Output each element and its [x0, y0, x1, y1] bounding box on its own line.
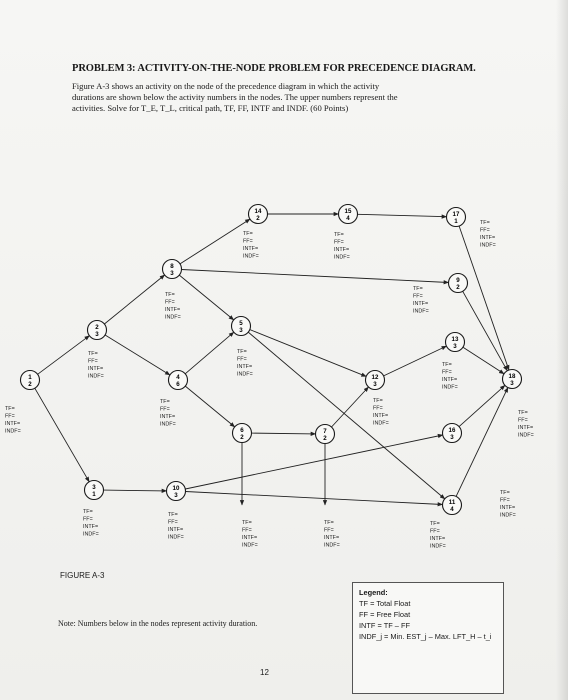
float-label-ff: FF=: [242, 527, 252, 534]
float-label-ff: FF=: [334, 239, 344, 246]
node-duration: 2: [323, 435, 327, 442]
intro-line: Figure A-3 shows an activity on the node of the precedence diagram in which the activity: [72, 81, 380, 91]
node-duration: 4: [346, 215, 350, 222]
float-label-intf: INTF=: [413, 301, 429, 307]
float-label-ff: FF=: [480, 227, 490, 234]
float-labels-16: [518, 410, 534, 439]
activity-node-14: [249, 205, 268, 224]
float-label-tf: TF=: [442, 362, 452, 368]
edge-8-14: [180, 219, 250, 264]
activity-node-15: [339, 205, 358, 224]
float-label-tf: TF=: [165, 292, 175, 298]
float-label-ff: FF=: [442, 369, 452, 376]
float-label-ff: FF=: [83, 516, 93, 523]
float-label-indf: INDF=: [243, 253, 259, 260]
node-duration: 1: [454, 218, 458, 225]
duration-note: Note: Numbers below in the nodes represent activity duration.: [58, 619, 258, 628]
node-duration: 3: [174, 492, 178, 499]
node-duration: 4: [450, 506, 454, 513]
node-activity-number: 18: [508, 372, 516, 380]
float-label-ff: FF=: [324, 527, 334, 534]
edge-9-18: [463, 291, 508, 370]
float-label-indf: INDF=: [237, 371, 253, 378]
float-label-tf: TF=: [373, 398, 383, 404]
float-label-tf: TF=: [83, 509, 93, 515]
float-label-indf: INDF=: [168, 534, 184, 541]
node-duration: 3: [239, 327, 243, 334]
float-label-indf: INDF=: [324, 542, 340, 549]
float-label-tf: TF=: [88, 351, 98, 357]
float-label-intf: INTF=: [83, 524, 99, 530]
float-label-indf: INDF=: [373, 420, 389, 427]
edge-3-10: [104, 490, 167, 491]
legend-box: [352, 582, 504, 694]
edge-16-18: [459, 385, 505, 426]
legend-title: Legend:: [359, 588, 388, 597]
node-duration: 6: [176, 381, 180, 388]
edge-11-18: [456, 388, 508, 497]
node-duration: 3: [170, 270, 174, 277]
edge-2-8: [104, 275, 164, 324]
float-labels-5: [237, 349, 253, 378]
float-label-ff: FF=: [168, 519, 178, 526]
node-activity-number: 9: [456, 276, 460, 284]
float-labels-1: [5, 406, 21, 435]
float-label-intf: INTF=: [500, 505, 516, 511]
activity-node-5: [232, 317, 251, 336]
float-label-intf: INTF=: [334, 247, 350, 253]
node-activity-number: 10: [172, 484, 180, 492]
node-activity-number: 12: [371, 373, 379, 381]
float-label-indf: INDF=: [500, 512, 516, 519]
edge-10-11: [186, 492, 443, 505]
float-label-tf: TF=: [324, 520, 334, 526]
node-activity-number: 6: [240, 426, 244, 434]
edge-5-12: [250, 330, 366, 377]
float-label-intf: INTF=: [242, 535, 258, 541]
node-activity-number: 17: [452, 210, 460, 218]
float-label-ff: FF=: [237, 356, 247, 363]
node-activity-number: 15: [344, 207, 352, 215]
float-label-indf: INDF=: [430, 543, 446, 550]
node-duration: 1: [92, 491, 96, 498]
float-label-tf: TF=: [480, 220, 490, 226]
float-labels-4: [160, 399, 176, 428]
activity-node-7: [316, 425, 335, 444]
float-label-tf: TF=: [500, 490, 510, 496]
float-label-intf: INTF=: [243, 246, 259, 252]
float-label-ff: FF=: [500, 497, 510, 504]
edge-8-5: [179, 275, 233, 320]
float-label-intf: INTF=: [160, 414, 176, 420]
activity-node-8: [163, 260, 182, 279]
activity-node-1: [21, 371, 40, 390]
float-label-intf: INTF=: [88, 366, 104, 372]
float-label-indf: INDF=: [88, 373, 104, 380]
float-label-ff: FF=: [518, 417, 528, 424]
float-label-intf: INTF=: [442, 377, 458, 383]
scan-edge-shadow: [556, 0, 568, 700]
float-labels-15: [334, 232, 350, 261]
float-label-intf: INTF=: [5, 421, 21, 427]
edge-15-17: [358, 214, 447, 216]
node-duration: 3: [450, 434, 454, 441]
edge-13-18: [463, 347, 504, 374]
edge-4-5: [185, 332, 234, 374]
float-label-intf: INTF=: [480, 235, 496, 241]
node-activity-number: 8: [170, 262, 174, 270]
edge-12-13: [384, 346, 447, 376]
activity-node-13: [446, 333, 465, 352]
float-label-ff: FF=: [165, 299, 175, 306]
activity-node-4: [169, 371, 188, 390]
edge-8-9: [182, 270, 449, 283]
node-duration: 2: [456, 284, 460, 291]
edge-2-4: [105, 335, 170, 375]
activity-node-12: [366, 371, 385, 390]
node-duration: 2: [240, 434, 244, 441]
intro-line: durations are shown below the activity numbers in the nodes. The upper numbers represent the: [72, 92, 398, 102]
float-label-indf: INDF=: [242, 542, 258, 549]
node-activity-number: 14: [254, 207, 262, 215]
activity-node-16: [443, 424, 462, 443]
node-activity-number: 5: [239, 319, 243, 327]
float-label-tf: TF=: [430, 521, 440, 527]
activity-node-6: [233, 424, 252, 443]
float-label-tf: TF=: [334, 232, 344, 238]
node-activity-number: 13: [451, 335, 459, 343]
float-labels-2: [88, 351, 104, 380]
float-labels-7: [324, 520, 340, 549]
activity-node-9: [449, 274, 468, 293]
float-label-ff: FF=: [243, 238, 253, 245]
float-label-ff: FF=: [430, 528, 440, 535]
float-label-indf: INDF=: [5, 428, 21, 435]
float-label-tf: TF=: [413, 286, 423, 292]
intro-line: activities. Solve for T_E, T_L, critical path, TF, FF, INTF and INDF. (60 Points): [72, 103, 349, 113]
node-activity-number: 1: [28, 373, 32, 381]
node-duration: 3: [510, 380, 514, 387]
legend-line: INTF = TF – FF: [359, 621, 410, 630]
float-label-indf: INDF=: [83, 531, 99, 538]
edge-6-7: [252, 433, 316, 434]
float-label-ff: FF=: [5, 413, 15, 420]
float-label-indf: INDF=: [160, 421, 176, 428]
float-label-indf: INDF=: [165, 314, 181, 321]
float-label-ff: FF=: [373, 405, 383, 412]
page-number: 12: [260, 668, 269, 677]
float-label-tf: TF=: [518, 410, 528, 416]
float-label-indf: INDF=: [413, 308, 429, 315]
node-duration: 3: [373, 381, 377, 388]
float-label-intf: INTF=: [518, 425, 534, 431]
activity-node-3: [85, 481, 104, 500]
float-label-intf: INTF=: [168, 527, 184, 533]
float-label-indf: INDF=: [480, 242, 496, 249]
activity-node-18: [503, 370, 522, 389]
edge-5-11: [248, 332, 445, 499]
node-duration: 3: [453, 343, 457, 350]
node-activity-number: 7: [323, 427, 327, 435]
float-label-tf: TF=: [160, 399, 170, 405]
float-labels-10: [168, 512, 184, 541]
float-label-tf: TF=: [168, 512, 178, 518]
node-activity-number: 3: [92, 483, 96, 491]
float-labels-8: [165, 292, 181, 321]
node-duration: 3: [95, 331, 99, 338]
float-label-indf: INDF=: [334, 254, 350, 261]
float-label-ff: FF=: [88, 358, 98, 365]
figure-label: FIGURE A-3: [60, 571, 105, 580]
activity-node-2: [88, 321, 107, 340]
float-labels-18: [500, 490, 516, 519]
node-duration: 2: [28, 381, 32, 388]
float-label-tf: TF=: [242, 520, 252, 526]
float-label-intf: INTF=: [324, 535, 340, 541]
float-label-tf: TF=: [237, 349, 247, 355]
float-labels-13: [442, 362, 458, 391]
edge-1-2: [38, 336, 90, 375]
float-label-tf: TF=: [5, 406, 15, 412]
float-label-ff: FF=: [160, 406, 170, 413]
legend-line: FF = Free Float: [359, 610, 411, 619]
float-labels-11: [430, 521, 446, 550]
float-labels-14: [243, 231, 259, 260]
legend-line: TF = Total Float: [359, 599, 411, 608]
node-duration: 2: [256, 215, 260, 222]
float-labels-12: [373, 398, 389, 427]
edge-10-16: [185, 435, 442, 489]
activity-node-17: [447, 208, 466, 227]
node-activity-number: 16: [448, 426, 456, 434]
node-activity-number: 11: [448, 498, 456, 506]
node-activity-number: 4: [176, 373, 180, 381]
edge-1-3: [35, 388, 89, 482]
float-label-indf: INDF=: [442, 384, 458, 391]
float-label-tf: TF=: [243, 231, 253, 237]
legend-line: INDF_j = Min. EST_j – Max. LFT_H – t_i: [359, 632, 492, 641]
activity-node-11: [443, 496, 462, 515]
float-label-intf: INTF=: [430, 536, 446, 542]
float-label-ff: FF=: [413, 293, 423, 300]
activity-node-10: [167, 482, 186, 501]
float-labels-9: [413, 286, 429, 315]
float-label-intf: INTF=: [373, 413, 389, 419]
float-label-intf: INTF=: [165, 307, 181, 313]
node-activity-number: 2: [95, 323, 99, 331]
edge-4-6: [185, 386, 234, 427]
float-label-intf: INTF=: [237, 364, 253, 370]
float-labels-17: [480, 220, 496, 249]
float-labels-6: [242, 520, 258, 549]
float-label-indf: INDF=: [518, 432, 534, 439]
problem-title: PROBLEM 3: ACTIVITY-ON-THE-NODE PROBLEM FOR PRECEDENCE DIAGRAM.: [72, 63, 476, 74]
float-labels-3: [83, 509, 99, 538]
